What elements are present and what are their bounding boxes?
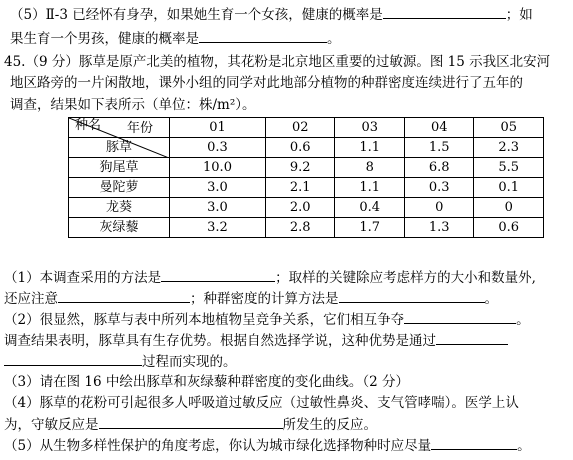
table-cell: 0.6 [265, 138, 335, 158]
q45-sub3 [4, 372, 409, 392]
sub2-text: 。 [516, 312, 530, 328]
q45-intro-text: 地区路旁的一片闲散地，课外小组的同学对此地部分植物的种群密度连续进行了五年的 [10, 75, 523, 91]
q45-sub4-line1 [4, 393, 519, 413]
answer-blank[interactable] [161, 267, 275, 282]
q45-sub5 [4, 435, 531, 456]
sub1-text: 。 [484, 291, 498, 307]
table-cell: 8 [335, 158, 405, 178]
species-name: 灰绿藜 [69, 218, 170, 238]
sub3-text: （3）请在图 16 中绘出豚草和灰绿藜种群密度的变化曲线。（2 分） [4, 374, 409, 390]
table-cell: 6.8 [404, 158, 474, 178]
year-header: 04 [404, 118, 474, 138]
answer-blank[interactable] [431, 435, 517, 450]
sub1-text: ；取样的关键除应考虑样方的大小和数量外, [275, 270, 536, 286]
sub1-text: （1）本调查采用的方法是 [4, 270, 162, 286]
species-name: 豚草 [69, 138, 170, 158]
table-cell: 1.1 [335, 138, 405, 158]
answer-blank[interactable] [99, 414, 283, 429]
header-species: 种名 [75, 118, 102, 133]
question-number: 45. [4, 54, 26, 70]
sub5-text: （5）从生物多样性保护的角度考虑，你认为城市绿化选择物种时应尽量 [4, 438, 432, 454]
prev-q5-text-b: ；如 [505, 7, 533, 23]
q45-intro-text: 调查，结果如下表所示（单位：株/m²）。 [10, 97, 256, 113]
q45-sub2-line1 [4, 309, 530, 330]
table-row [69, 198, 544, 218]
prev-q5-text-a: （5）Ⅱ-3 已经怀有身孕，如果她生育一个女孩，健康的概率是 [10, 7, 383, 23]
header-year: 年份 [126, 121, 153, 136]
q45-intro-line1 [4, 52, 550, 72]
table-row [69, 218, 544, 238]
table-cell: 2.3 [474, 138, 544, 158]
table-cell: 0.6 [474, 218, 544, 238]
sub4-text: 所发生的反应。 [282, 417, 377, 433]
sub2-text: 调查结果表明，豚草具有生存优势。根据自然选择学说，这种优势是通过 [4, 333, 436, 349]
table-cell: 3.0 [170, 198, 266, 218]
species-name: 龙葵 [69, 198, 170, 218]
table-row [69, 178, 544, 198]
table-cell: 2.8 [265, 218, 335, 238]
year-header: 01 [170, 118, 266, 138]
sub1-text: ；种群密度的计算方法是 [190, 291, 339, 307]
sub2-text: （2）很显然，豚草与表中所列本地植物呈竞争关系，它们相互争夺 [4, 312, 405, 328]
sub1-text: 还应注意 [4, 291, 58, 307]
table-cell: 9.2 [265, 158, 335, 178]
sub4-text: （4）豚草的花粉可引起很多人呼吸道过敏反应（过敏性鼻炎、支气管哮喘）。医学上认 [4, 395, 519, 411]
year-header: 02 [265, 118, 335, 138]
answer-blank[interactable] [199, 28, 327, 43]
answer-blank[interactable] [404, 309, 516, 324]
prev-q5-text-d: 。 [327, 31, 341, 47]
table-cell: 0.3 [170, 138, 266, 158]
table-header-row [69, 118, 544, 138]
species-name: 狗尾草 [69, 158, 170, 178]
sub4-text: 为，守敏反应是 [4, 417, 99, 433]
answer-blank[interactable] [436, 330, 508, 345]
q45-sub1-line2 [4, 288, 498, 309]
q45-intro-line2 [10, 73, 523, 93]
table-cell: 2.0 [265, 198, 335, 218]
answer-blank[interactable] [339, 288, 485, 303]
prev-q5-text-c: 果生育一个男孩，健康的概率是 [10, 31, 199, 47]
prev-q5-line1 [10, 4, 533, 25]
sub2-text: 过程而实现的。 [142, 354, 237, 370]
table-cell: 0 [474, 198, 544, 218]
table-cell: 1.1 [335, 178, 405, 198]
q45-sub2-line2 [4, 330, 508, 351]
q45-intro-text: （9 分）豚草是原产北美的植物，其花粉是北京地区重要的过敏源。图 15 示我区北安河 [25, 54, 551, 70]
table-cell: 1.5 [404, 138, 474, 158]
sub5-text: 。 [517, 438, 531, 454]
table-corner-header [69, 118, 170, 138]
table-cell: 1.7 [335, 218, 405, 238]
q45-sub1-line1 [4, 267, 536, 288]
answer-blank[interactable] [4, 351, 142, 366]
table-cell: 5.5 [474, 158, 544, 178]
table-cell: 0.1 [474, 178, 544, 198]
year-header: 03 [335, 118, 405, 138]
q45-intro-line3 [10, 95, 256, 115]
table-cell: 0 [404, 198, 474, 218]
answer-blank[interactable] [58, 288, 190, 303]
table-cell: 3.2 [170, 218, 266, 238]
table-cell: 10.0 [170, 158, 266, 178]
species-name: 曼陀萝 [69, 178, 170, 198]
table-cell: 1.3 [404, 218, 474, 238]
table-row [69, 158, 544, 178]
q45-sub2-line3 [4, 351, 237, 372]
table-cell: 0.4 [335, 198, 405, 218]
table-cell: 0.3 [404, 178, 474, 198]
year-header: 05 [474, 118, 544, 138]
answer-blank[interactable] [383, 4, 506, 19]
q45-sub4-line2 [4, 414, 377, 435]
table-cell: 2.1 [265, 178, 335, 198]
population-density-table [68, 117, 544, 238]
prev-q5-line2 [10, 28, 341, 49]
table-cell: 3.0 [170, 178, 266, 198]
